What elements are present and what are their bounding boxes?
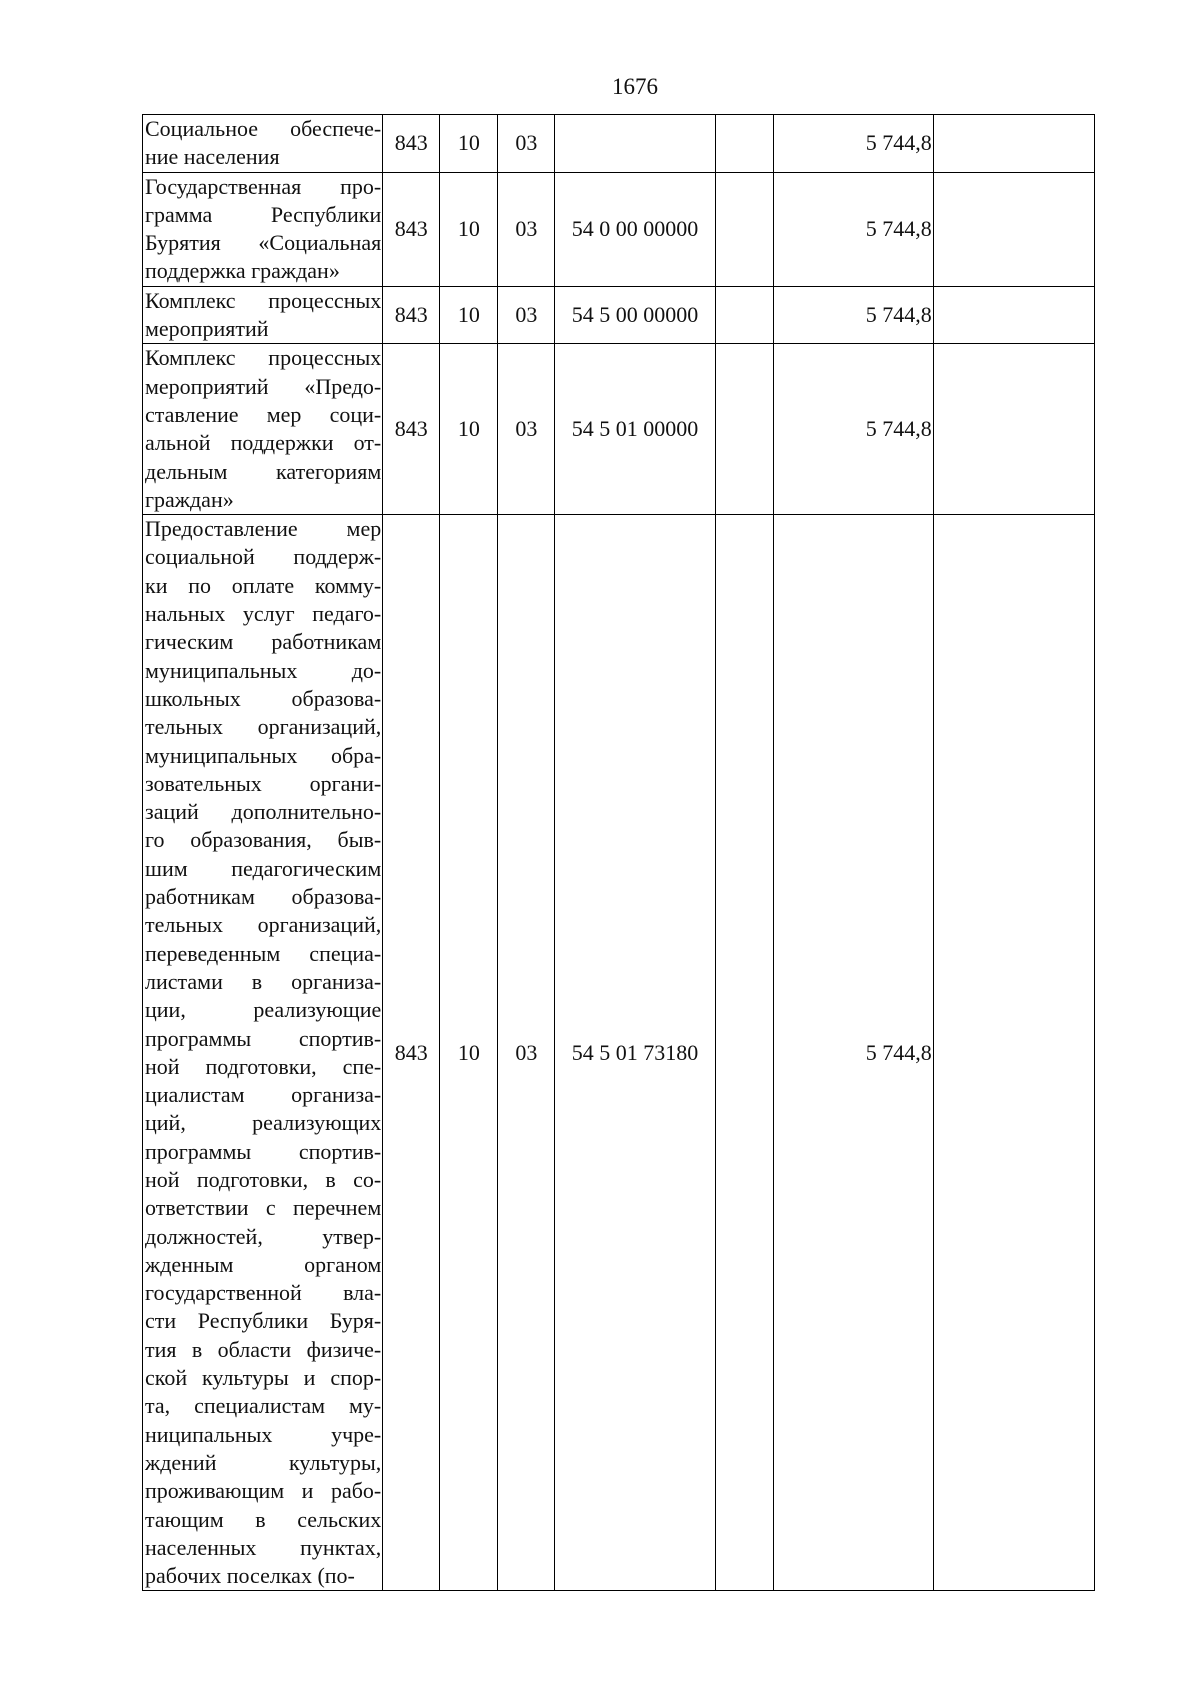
row-name-line: ставление мер соци- — [145, 401, 382, 427]
extra-cell — [933, 172, 1094, 286]
row-name-line: ответствии с перечнем — [145, 1195, 382, 1221]
row-name-line: та, специалистам му- — [145, 1393, 382, 1419]
row-name-line: проживающим и рабо- — [145, 1478, 382, 1504]
row-name-line: переведенным специа- — [145, 940, 382, 966]
row-name-line: тельных организаций, — [145, 912, 382, 938]
grbs-cell: 843 — [383, 344, 440, 515]
target-article-cell: 54 5 00 00000 — [555, 286, 715, 344]
row-name-line: государственной вла- — [145, 1280, 382, 1306]
table-row — [143, 115, 1095, 173]
table-row — [143, 172, 1095, 286]
row-name-line: муниципальных до- — [145, 657, 382, 683]
row-name-line: листами в организа- — [145, 968, 382, 994]
row-name-line: ции, реализующие — [145, 997, 382, 1023]
row-name-line: ки по оплате комму- — [145, 572, 382, 598]
row-name-line: дельным категориям — [145, 458, 382, 484]
expense-type-cell — [715, 115, 773, 173]
amount-cell: 5 744,8 — [773, 515, 933, 1591]
row-name-line: ние населения — [145, 144, 280, 170]
row-name-line: мероприятий «Предо- — [145, 373, 382, 399]
row-name-line: го образования, быв- — [145, 827, 382, 853]
budget-table — [142, 114, 1095, 1591]
row-name-line: Комплекс процессных — [145, 287, 382, 313]
subsection-cell: 03 — [498, 115, 555, 173]
expense-type-cell — [715, 344, 773, 515]
row-name-line: сти Республики Буря- — [145, 1308, 382, 1334]
row-name-cell — [143, 344, 383, 515]
grbs-cell: 843 — [383, 115, 440, 173]
section-cell: 10 — [440, 286, 498, 344]
row-name-line: зовательных органи- — [145, 770, 382, 796]
extra-cell — [933, 115, 1094, 173]
section-cell: 10 — [440, 115, 498, 173]
row-name-cell — [143, 515, 383, 1591]
row-name-line: работникам образова- — [145, 884, 382, 910]
row-name-line: рабочих поселках (по- — [145, 1563, 355, 1589]
target-article-cell — [555, 115, 715, 173]
row-name-line: мероприятий — [145, 316, 269, 342]
target-article-cell: 54 0 00 00000 — [555, 172, 715, 286]
section-cell: 10 — [440, 172, 498, 286]
page-number: 1676 — [612, 74, 658, 99]
table-body — [143, 115, 1095, 1591]
row-name-cell — [143, 115, 383, 173]
row-name-line: программы спортив- — [145, 1025, 382, 1051]
table-row — [143, 515, 1095, 1591]
row-name-line: программы спортив- — [145, 1138, 382, 1164]
row-name-line: ской культуры и спор- — [145, 1365, 382, 1391]
row-name-line: населенных пунктах, — [145, 1534, 382, 1560]
row-name-line: должностей, утвер- — [145, 1223, 382, 1249]
subsection-cell: 03 — [498, 286, 555, 344]
row-name-line: социальной поддерж- — [145, 544, 382, 570]
expense-type-cell — [715, 286, 773, 344]
row-name-line: ждений культуры, — [145, 1449, 382, 1475]
subsection-cell: 03 — [498, 515, 555, 1591]
table-row — [143, 286, 1095, 344]
row-name-line: школьных образова- — [145, 685, 382, 711]
extra-cell — [933, 515, 1094, 1591]
amount-cell: 5 744,8 — [773, 172, 933, 286]
row-name-line: тельных организаций, — [145, 714, 382, 740]
row-name-line: ниципальных учре- — [145, 1421, 382, 1447]
row-name-cell — [143, 172, 383, 286]
subsection-cell: 03 — [498, 344, 555, 515]
section-cell: 10 — [440, 344, 498, 515]
row-name-line: жденным органом — [145, 1251, 382, 1277]
target-article-cell: 54 5 01 73180 — [555, 515, 715, 1591]
grbs-cell: 843 — [383, 515, 440, 1591]
row-name-line: граждан» — [145, 486, 234, 512]
row-name-line: циалистам организа- — [145, 1082, 382, 1108]
grbs-cell: 843 — [383, 286, 440, 344]
row-name-line: Государственная про- — [145, 173, 382, 199]
row-name-line: ной подготовки, в со- — [145, 1166, 382, 1192]
row-name-line: нальных услуг педаго- — [145, 601, 382, 627]
row-name-line: тия в области физиче- — [145, 1336, 382, 1362]
amount-cell: 5 744,8 — [773, 344, 933, 515]
row-name-line: гическим работникам — [145, 629, 382, 655]
expense-type-cell — [715, 172, 773, 286]
row-name-cell — [143, 286, 383, 344]
row-name-line: поддержка граждан» — [145, 258, 340, 284]
row-name-line: заций дополнительно- — [145, 799, 382, 825]
amount-cell: 5 744,8 — [773, 286, 933, 344]
section-cell: 10 — [440, 515, 498, 1591]
row-name-line: грамма Республики — [145, 201, 382, 227]
table-row — [143, 344, 1095, 515]
target-article-cell: 54 5 01 00000 — [555, 344, 715, 515]
row-name-line: Социальное обеспече- — [145, 116, 382, 141]
row-name-line: альной поддержки от- — [145, 430, 382, 456]
grbs-cell: 843 — [383, 172, 440, 286]
subsection-cell: 03 — [498, 172, 555, 286]
row-name-line: шим педагогическим — [145, 855, 382, 881]
extra-cell — [933, 286, 1094, 344]
amount-cell: 5 744,8 — [773, 115, 933, 173]
row-name-line: Бурятия «Социальная — [145, 230, 382, 256]
row-name-line: муниципальных обра- — [145, 742, 382, 768]
row-name-line: Предоставление мер — [145, 516, 382, 542]
row-name-line: ной подготовки, спе- — [145, 1053, 382, 1079]
expense-type-cell — [715, 515, 773, 1591]
row-name-line: Комплекс процессных — [145, 345, 382, 371]
extra-cell — [933, 344, 1094, 515]
row-name-line: ций, реализующих — [145, 1110, 382, 1136]
row-name-line: тающим в сельских — [145, 1506, 382, 1532]
